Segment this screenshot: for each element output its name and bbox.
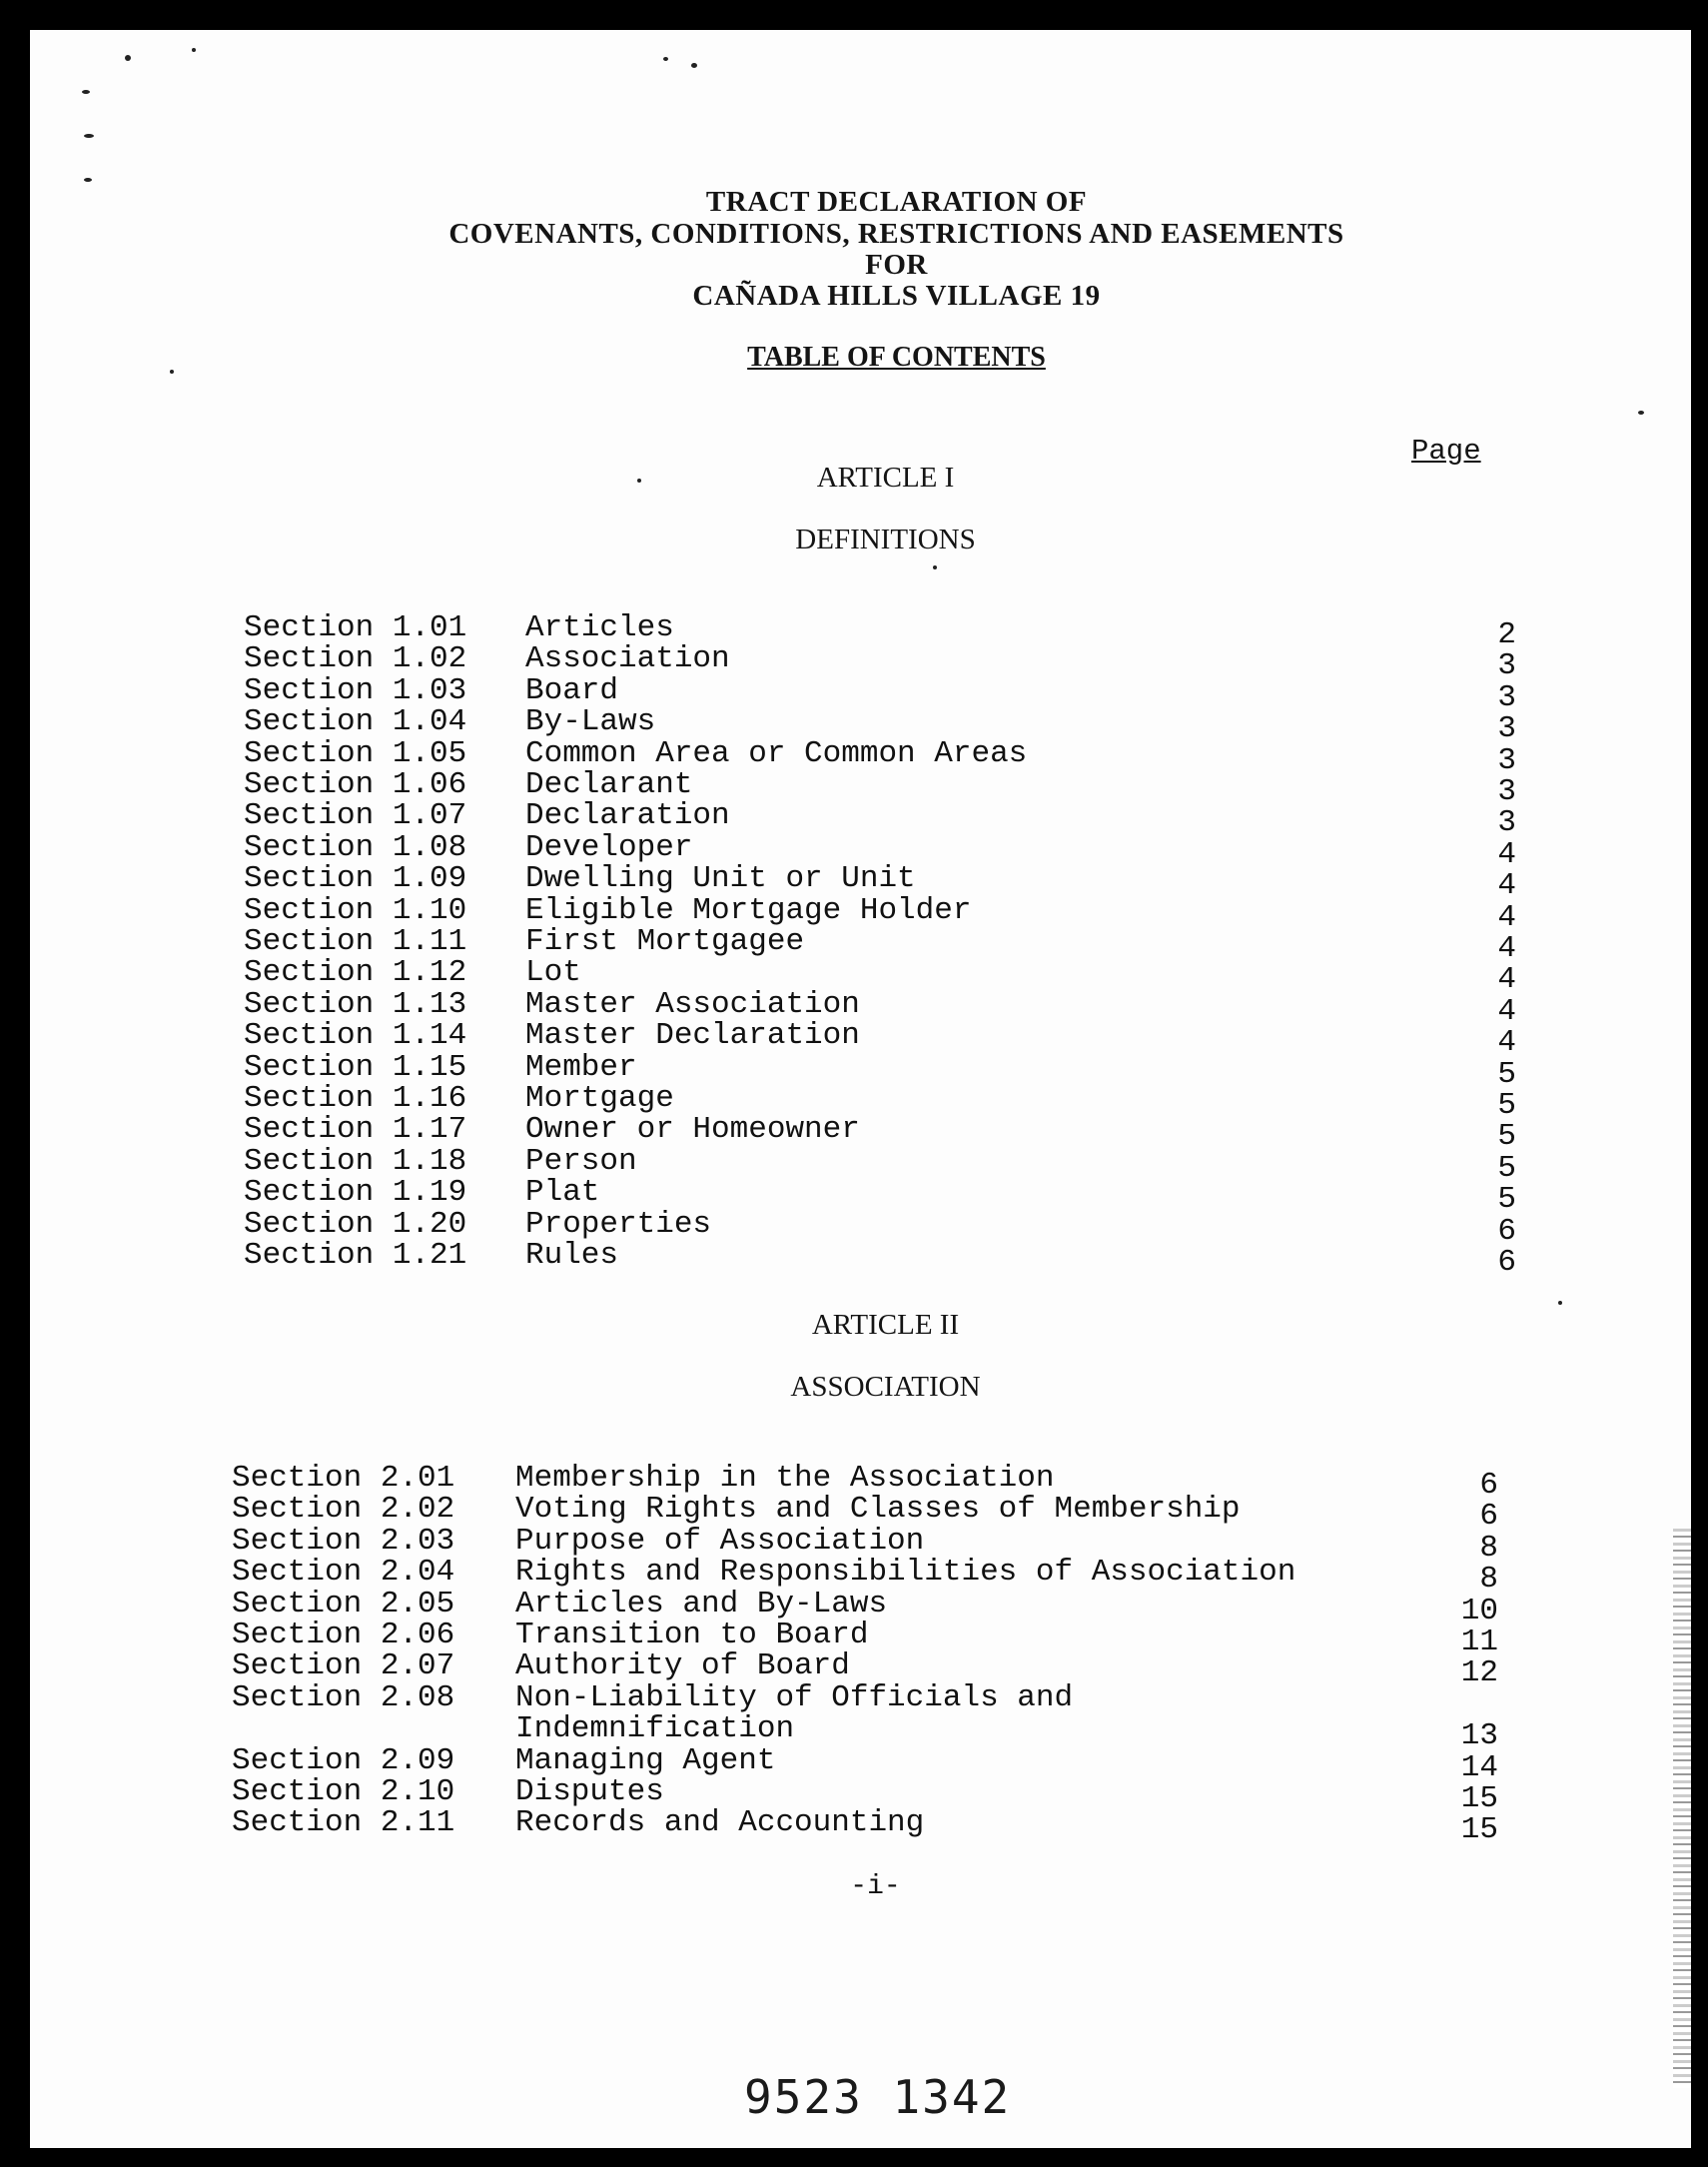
section-number: Section 1.15 <box>244 1049 467 1085</box>
section-page-number: 4 <box>1497 899 1516 935</box>
section-number: Section 1.13 <box>244 986 467 1022</box>
article-2-subheading: ASSOCIATION <box>790 1371 981 1403</box>
section-number: Section 1.04 <box>244 704 467 740</box>
scan-speck <box>82 90 90 94</box>
section-page-number: 15 <box>1460 1812 1498 1848</box>
section-page-number: 5 <box>1497 1150 1516 1186</box>
section-number: Section 1.03 <box>244 672 467 708</box>
section-page-number: 3 <box>1497 711 1516 747</box>
section-page-number: 2 <box>1497 617 1516 652</box>
section-title: Member <box>525 1049 637 1085</box>
section-number: Section 1.17 <box>244 1112 467 1148</box>
section-title: Plat <box>525 1175 600 1211</box>
toc-entry <box>30 1238 1691 1280</box>
section-page-number: 4 <box>1497 993 1516 1029</box>
section-title: Authority of Board <box>515 1648 850 1684</box>
section-title: Records and Accounting <box>515 1805 925 1841</box>
section-page-number: 6 <box>1497 1213 1516 1249</box>
section-title: Declaration <box>525 798 730 834</box>
section-number: Section 1.21 <box>244 1238 467 1273</box>
scan-speck <box>1558 1301 1562 1305</box>
scan-speck <box>192 48 196 52</box>
section-number: Section 1.07 <box>244 798 467 834</box>
section-page-number: 4 <box>1497 868 1516 904</box>
section-title: Master Association <box>525 986 860 1022</box>
article-1-subheading: DEFINITIONS <box>795 524 976 555</box>
section-title: Non-Liability of Officials and <box>515 1679 1074 1715</box>
section-title: Transition to Board <box>515 1618 869 1652</box>
section-title: Eligible Mortgage Holder <box>525 892 972 928</box>
section-page-number: 5 <box>1497 1182 1516 1218</box>
scan-speck <box>84 134 94 138</box>
section-title: Dwelling Unit or Unit <box>525 861 916 897</box>
section-title: Managing Agent <box>515 1742 776 1778</box>
section-title: Developer <box>525 829 693 865</box>
section-title: Disputes <box>515 1774 664 1809</box>
section-number: Section 2.07 <box>232 1648 455 1684</box>
section-title: Declarant <box>525 767 693 802</box>
section-number: Section 2.09 <box>232 1742 455 1778</box>
article-1-heading: ARTICLE I <box>816 462 955 494</box>
section-number: Section 2.02 <box>232 1492 455 1528</box>
section-title: Person <box>525 1143 637 1179</box>
section-number: Section 1.09 <box>244 861 467 897</box>
section-page-number: 3 <box>1497 805 1516 841</box>
section-page-number: 15 <box>1460 1781 1498 1816</box>
toc-entry <box>30 1679 1691 1754</box>
section-page-number: 5 <box>1497 1119 1516 1155</box>
section-number: Section 2.05 <box>232 1586 455 1622</box>
section-title: Articles <box>525 610 674 645</box>
section-title: Rights and Responsibilities of Association <box>515 1555 1296 1591</box>
section-number: Section 1.20 <box>244 1206 467 1242</box>
section-number: Section 1.02 <box>244 641 467 677</box>
section-number: Section 1.11 <box>244 924 467 959</box>
section-number: Section 1.12 <box>244 955 467 991</box>
section-page-number: 4 <box>1497 836 1516 872</box>
section-number: Section 1.08 <box>244 829 467 865</box>
toc-entry <box>30 1805 1691 1848</box>
scan-speck <box>663 57 668 61</box>
section-page-number: 3 <box>1497 648 1516 684</box>
toc-title: TABLE OF CONTENTS <box>747 342 1046 373</box>
section-page-number: 3 <box>1497 679 1516 715</box>
header-line-2: COVENANTS, CONDITIONS, RESTRICTIONS AND EASEMENTS <box>448 218 1344 250</box>
section-page-number: 13 <box>1460 1718 1498 1754</box>
section-page-number: 11 <box>1460 1625 1498 1659</box>
section-page-number: 6 <box>1497 1245 1516 1280</box>
section-title: Lot <box>525 955 581 991</box>
section-title: Mortgage <box>525 1081 674 1116</box>
article-2-heading: ARTICLE II <box>811 1309 960 1341</box>
section-page-number: 12 <box>1460 1655 1498 1691</box>
section-page-number: 6 <box>1479 1499 1498 1535</box>
section-title: By-Laws <box>525 704 656 740</box>
section-title-continued: Indemnification <box>515 1711 795 1747</box>
section-page-number: 4 <box>1497 1025 1516 1061</box>
section-page-number: 5 <box>1497 1056 1516 1092</box>
page-number: -i- <box>850 1871 901 1902</box>
section-number: Section 1.19 <box>244 1175 467 1211</box>
document-page <box>30 30 1691 2148</box>
scan-speck <box>637 479 641 483</box>
header-line-3: FOR <box>865 249 928 281</box>
scan-speck <box>933 565 937 569</box>
section-title: Membership in the Association <box>515 1461 1055 1496</box>
section-number: Section 1.10 <box>244 892 467 928</box>
section-page-number: 8 <box>1479 1530 1498 1566</box>
scan-speck <box>1638 411 1644 415</box>
section-page-number: 10 <box>1460 1593 1498 1628</box>
section-title: Properties <box>525 1206 712 1242</box>
section-number: Section 2.03 <box>232 1523 455 1559</box>
section-title: Association <box>525 641 730 677</box>
section-page-number: 8 <box>1479 1562 1498 1598</box>
section-title: Common Area or Common Areas <box>525 735 1028 771</box>
section-number: Section 1.05 <box>244 735 467 771</box>
section-number: Section 1.18 <box>244 1143 467 1179</box>
section-number: Section 1.14 <box>244 1018 467 1054</box>
header-line-4: CAÑADA HILLS VILLAGE 19 <box>692 280 1101 312</box>
section-title: Articles and By-Laws <box>515 1586 888 1622</box>
section-page-number: 3 <box>1497 742 1516 778</box>
section-number: Section 1.16 <box>244 1081 467 1116</box>
section-title: Master Declaration <box>525 1018 860 1054</box>
section-number: Section 2.06 <box>232 1618 455 1652</box>
header-line-1: TRACT DECLARATION OF <box>705 186 1088 218</box>
section-page-number: 3 <box>1497 774 1516 809</box>
scan-speck <box>125 55 131 61</box>
section-number: Section 2.10 <box>232 1774 455 1809</box>
section-title: Purpose of Association <box>515 1523 925 1559</box>
section-page-number: 5 <box>1497 1088 1516 1123</box>
section-page-number: 4 <box>1497 962 1516 998</box>
section-title: Voting Rights and Classes of Membership <box>515 1492 1241 1528</box>
page-column-label: Page <box>1411 435 1481 468</box>
scan-speck <box>691 63 697 68</box>
section-number: Section 2.01 <box>232 1461 455 1496</box>
section-number: Section 2.08 <box>232 1679 455 1715</box>
section-title: First Mortgagee <box>525 924 805 959</box>
scan-speck <box>84 178 92 182</box>
scan-speck <box>170 370 174 374</box>
section-title: Owner or Homeowner <box>525 1112 860 1148</box>
section-number: Section 1.01 <box>244 610 467 645</box>
section-page-number: 6 <box>1479 1468 1498 1503</box>
section-number: Section 1.06 <box>244 767 467 802</box>
footer-code: 9523 1342 <box>744 2070 1012 2124</box>
section-title: Board <box>525 672 619 708</box>
section-number: Section 2.04 <box>232 1555 455 1591</box>
section-page-number: 14 <box>1460 1749 1498 1785</box>
section-number: Section 2.11 <box>232 1805 455 1841</box>
section-title: Rules <box>525 1238 619 1273</box>
section-page-number: 4 <box>1497 931 1516 966</box>
